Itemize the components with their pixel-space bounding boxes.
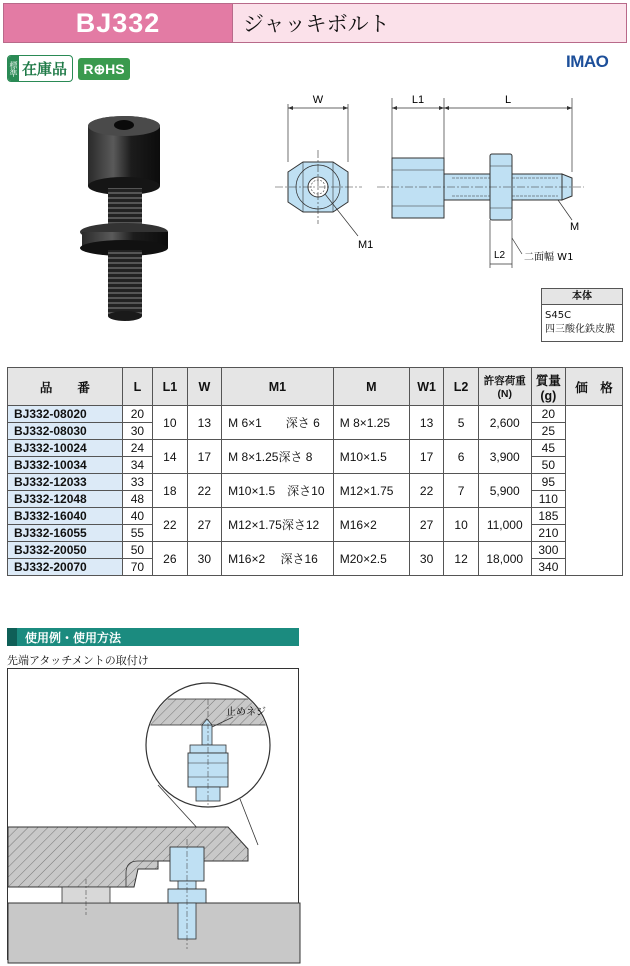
mass-cell: 340 (531, 559, 566, 576)
length-cell: 30 (122, 423, 152, 440)
mass-cell: 20 (531, 406, 566, 423)
m-cell: M12×1.75 (333, 474, 409, 508)
length-cell: 40 (122, 508, 152, 525)
stock-badge-label: 在庫品 (22, 60, 68, 78)
part-number-cell: BJ332-16055 (8, 525, 123, 542)
material-table (541, 288, 623, 342)
m1-cell: M 8×1.25深さ 8 (222, 440, 334, 474)
m-cell: M20×2.5 (333, 542, 409, 576)
m-cell: M10×1.5 (333, 440, 409, 474)
part-number-cell: BJ332-20050 (8, 542, 123, 559)
col-header-w: W (187, 368, 222, 406)
w-cell: 30 (187, 542, 222, 576)
part-number-cell: BJ332-20070 (8, 559, 123, 576)
mass-cell: 95 (531, 474, 566, 491)
stock-badge (7, 55, 73, 82)
mass-cell: 25 (531, 423, 566, 440)
m1-cell: M12×1.75深さ12 (222, 508, 334, 542)
col-header-load: 許容荷重 (N) (478, 368, 531, 406)
col-header-mass: 質量 (g) (531, 368, 566, 406)
length-cell: 24 (122, 440, 152, 457)
length-cell: 20 (122, 406, 152, 423)
load-cell: 18,000 (478, 542, 531, 576)
l2-cell: 5 (444, 406, 479, 440)
length-cell: 34 (122, 457, 152, 474)
dim-width-across-label: 二面幅 W1 (524, 252, 574, 263)
m1-cell: M16×2 深さ16 (222, 542, 334, 576)
m-cell: M 8×1.25 (333, 406, 409, 440)
col-header-w1: W1 (409, 368, 444, 406)
product-photo (72, 112, 182, 324)
title-bar (3, 3, 627, 43)
side-view-drawing (372, 88, 592, 278)
dim-l-label: L (504, 94, 512, 106)
l2-cell: 12 (444, 542, 479, 576)
front-view-drawing (270, 88, 374, 268)
rohs-badge: R⊕HS (78, 58, 130, 80)
mass-cell: 210 (531, 525, 566, 542)
l2-cell: 10 (444, 508, 479, 542)
w-cell: 13 (187, 406, 222, 440)
l1-cell: 22 (153, 508, 188, 542)
mass-cell: 110 (531, 491, 566, 508)
col-header-l: L (122, 368, 152, 406)
length-cell: 48 (122, 491, 152, 508)
length-cell: 33 (122, 474, 152, 491)
load-cell: 2,600 (478, 406, 531, 440)
col-header-code: 品 番 (8, 368, 123, 406)
l2-cell: 7 (444, 474, 479, 508)
mass-cell: 50 (531, 457, 566, 474)
dim-l1-label: L1 (411, 94, 425, 106)
col-header-l2: L2 (444, 368, 479, 406)
w-cell: 17 (187, 440, 222, 474)
m-cell: M16×2 (333, 508, 409, 542)
load-cell: 11,000 (478, 508, 531, 542)
part-number-cell: BJ332-16040 (8, 508, 123, 525)
l1-cell: 10 (153, 406, 188, 440)
m1-cell: M10×1.5 深さ10 (222, 474, 334, 508)
product-code: BJ332 (4, 4, 232, 42)
table-row (8, 542, 623, 559)
l1-cell: 26 (153, 542, 188, 576)
load-cell: 3,900 (478, 440, 531, 474)
w-cell: 22 (187, 474, 222, 508)
length-cell: 55 (122, 525, 152, 542)
material-header: 本体 (542, 289, 622, 305)
mass-cell: 185 (531, 508, 566, 525)
w1-cell: 27 (409, 508, 444, 542)
section-marker (7, 628, 17, 646)
col-header-m: M (333, 368, 409, 406)
callout-label: 止めネジ (226, 707, 266, 718)
length-cell: 70 (122, 559, 152, 576)
col-header-m1: M1 (222, 368, 334, 406)
load-cell: 5,900 (478, 474, 531, 508)
table-row (8, 474, 623, 491)
material-line-1: S45C (545, 310, 572, 321)
table-row (8, 508, 623, 525)
brand-logo: IMAO (566, 52, 609, 71)
table-row (8, 406, 623, 423)
part-number-cell: BJ332-10024 (8, 440, 123, 457)
w-cell: 27 (187, 508, 222, 542)
usage-title: 使用例・使用方法 (25, 630, 122, 645)
dim-l2-label: L2 (494, 250, 506, 261)
price-cell (566, 406, 623, 576)
part-number-cell: BJ332-10034 (8, 457, 123, 474)
w1-cell: 13 (409, 406, 444, 440)
part-number-cell: BJ332-08020 (8, 406, 123, 423)
table-row (8, 440, 623, 457)
dim-w-label: W (312, 94, 324, 106)
m1-cell: M 6×1 深さ 6 (222, 406, 334, 440)
w1-cell: 22 (409, 474, 444, 508)
col-header-l1: L1 (153, 368, 188, 406)
dim-m1-label: M1 (358, 239, 374, 251)
material-line-2: 四三酸化鉄皮膜 (545, 324, 615, 335)
l1-cell: 18 (153, 474, 188, 508)
part-number-cell: BJ332-12048 (8, 491, 123, 508)
product-name: ジャッキボルト (232, 4, 626, 42)
l1-cell: 14 (153, 440, 188, 474)
table-header-row (8, 368, 623, 406)
stock-badge-small: 標準 (8, 56, 19, 81)
usage-section-header (7, 628, 299, 646)
part-number-cell: BJ332-08030 (8, 423, 123, 440)
col-header-price: 価 格 (566, 368, 623, 406)
mass-cell: 300 (531, 542, 566, 559)
w1-cell: 30 (409, 542, 444, 576)
usage-illustration (7, 668, 299, 960)
w1-cell: 17 (409, 440, 444, 474)
dim-m-label: M (570, 221, 580, 233)
usage-drawing (8, 669, 300, 961)
spec-table (7, 367, 623, 576)
length-cell: 50 (122, 542, 152, 559)
part-number-cell: BJ332-12033 (8, 474, 123, 491)
mass-cell: 45 (531, 440, 566, 457)
l2-cell: 6 (444, 440, 479, 474)
usage-subtitle: 先端アタッチメントの取付け (7, 654, 149, 667)
